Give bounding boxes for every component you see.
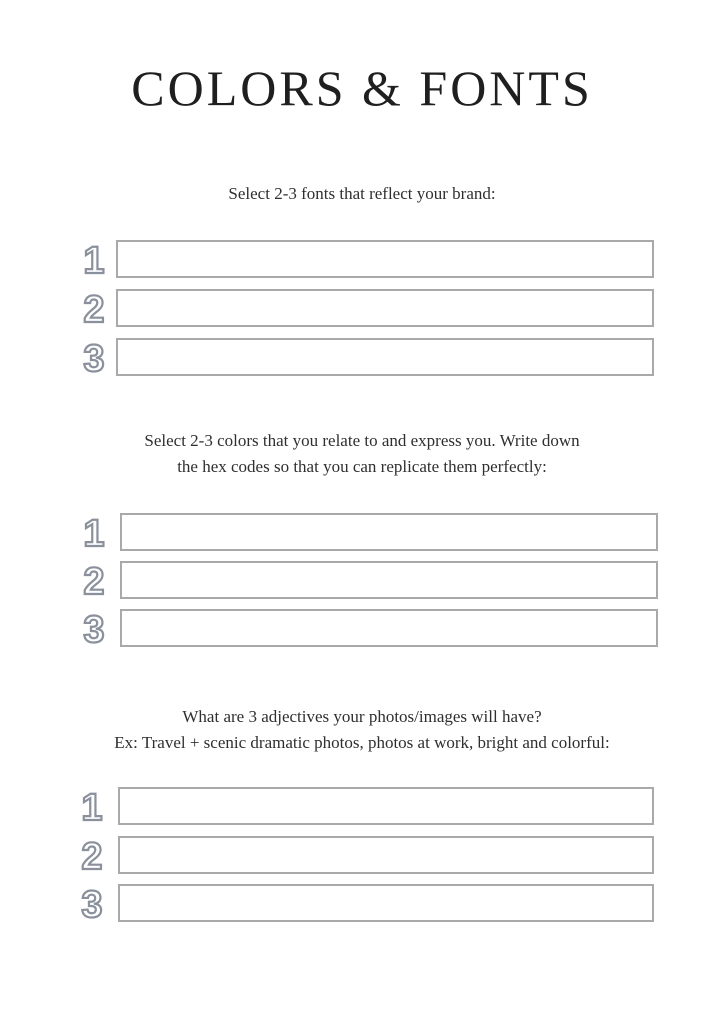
svg-text:2: 2 [81,836,103,874]
font-input-3[interactable] [116,338,654,376]
color-input-2[interactable] [120,561,658,599]
svg-text:2: 2 [83,289,105,327]
colors-prompt-line-2: the hex codes so that you can replicate them perfectly: [177,457,547,476]
number-2-icon [78,289,110,327]
number-1-icon [78,240,110,278]
fonts-row-2 [78,289,652,327]
svg-text:3: 3 [83,338,105,376]
number-1-icon [76,787,108,825]
photos-prompt-line-2: Ex: Travel + scenic dramatic photos, photos at work, bright and colorful: [114,733,610,752]
number-3-icon [78,338,110,376]
fonts-row-3 [78,338,652,376]
svg-text:1: 1 [83,513,105,551]
page-title: COLORS & FONTS [131,60,593,116]
colors-row-1 [78,513,656,551]
number-3-icon [76,884,108,922]
fonts-row-1 [78,240,652,278]
colors-prompt [0,428,724,480]
svg-text:3: 3 [81,884,103,922]
fonts-prompt [0,181,724,207]
fonts-prompt-line-1: Select 2-3 fonts that reflect your brand: [228,184,496,203]
number-3-icon [78,609,110,647]
font-input-1[interactable] [116,240,654,278]
adjective-input-1[interactable] [118,787,654,825]
color-input-3[interactable] [120,609,658,647]
colors-row-2 [78,561,656,599]
svg-text:2: 2 [83,561,105,599]
adjective-input-2[interactable] [118,836,654,874]
number-1-icon [78,513,110,551]
font-input-2[interactable] [116,289,654,327]
number-2-icon [78,561,110,599]
svg-text:1: 1 [83,240,105,278]
photos-row-2 [76,836,654,874]
color-input-1[interactable] [120,513,658,551]
colors-prompt-line-1: Select 2-3 colors that you relate to and express you. Write down [144,431,580,450]
number-2-icon [76,836,108,874]
svg-text:1: 1 [81,787,103,825]
photos-row-1 [76,787,654,825]
svg-text:3: 3 [83,609,105,647]
photos-row-3 [76,884,654,922]
photos-prompt-line-1: What are 3 adjectives your photos/images will have? [182,707,542,726]
photos-prompt [0,704,724,756]
adjective-input-3[interactable] [118,884,654,922]
colors-row-3 [78,609,656,647]
